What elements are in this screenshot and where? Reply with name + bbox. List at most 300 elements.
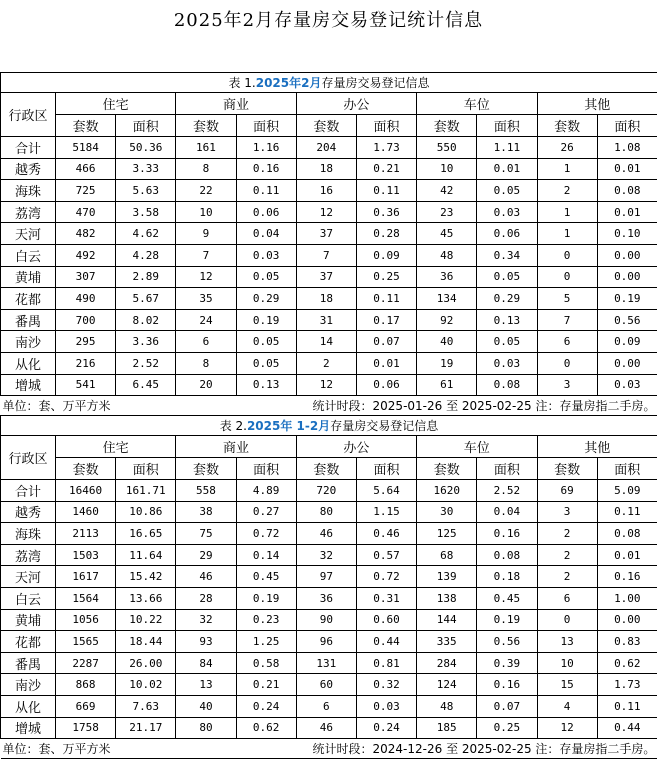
count-cell: 48 [417, 695, 477, 717]
district-name: 从化 [1, 352, 56, 374]
count-cell: 2 [537, 544, 597, 566]
area-cell: 0.00 [597, 609, 657, 631]
district-name: 天河 [1, 223, 56, 245]
district-name: 增城 [1, 374, 56, 396]
count-cell: 6 [537, 331, 597, 353]
header-row-metrics [1, 458, 657, 480]
header-count: 套数 [56, 458, 116, 480]
count-cell: 470 [56, 201, 116, 223]
area-cell: 0.39 [477, 652, 537, 674]
area-cell: 0.03 [597, 374, 657, 396]
area-cell: 0.18 [477, 566, 537, 588]
total-row [1, 137, 657, 159]
area-cell: 16.65 [116, 523, 176, 545]
area-cell: 4.89 [236, 480, 296, 502]
count-cell: 35 [176, 288, 236, 310]
area-cell: 1.08 [597, 137, 657, 159]
area-cell: 8.02 [116, 309, 176, 331]
area-cell: 0.44 [597, 717, 657, 739]
count-cell: 20 [176, 374, 236, 396]
header-group: 其他 [537, 436, 657, 458]
count-cell: 725 [56, 180, 116, 202]
district-name: 荔湾 [1, 201, 56, 223]
count-cell: 720 [296, 480, 356, 502]
count-cell: 1 [537, 201, 597, 223]
count-cell: 90 [296, 609, 356, 631]
district-name: 黄埔 [1, 609, 56, 631]
area-cell: 0.05 [236, 352, 296, 374]
count-cell: 40 [417, 331, 477, 353]
area-cell: 0.23 [236, 609, 296, 631]
caption-prefix: 表 1. [228, 76, 256, 90]
caption-prefix: 表 2. [219, 419, 247, 433]
count-cell: 18 [296, 288, 356, 310]
area-cell: 0.00 [597, 266, 657, 288]
area-cell: 0.09 [356, 244, 416, 266]
table-caption-cell [1, 416, 657, 436]
count-cell: 68 [417, 544, 477, 566]
count-cell: 12 [537, 717, 597, 739]
count-cell: 1460 [56, 501, 116, 523]
header-area: 面积 [236, 458, 296, 480]
count-cell: 10 [176, 201, 236, 223]
count-cell: 15 [537, 674, 597, 696]
count-cell: 30 [417, 501, 477, 523]
count-cell: 0 [537, 352, 597, 374]
header-group: 车位 [417, 93, 537, 115]
area-cell: 0.72 [236, 523, 296, 545]
area-cell: 0.04 [477, 501, 537, 523]
count-cell: 185 [417, 717, 477, 739]
count-cell: 37 [296, 223, 356, 245]
table-row [1, 201, 657, 223]
district-name: 海珠 [1, 523, 56, 545]
area-cell: 0.29 [236, 288, 296, 310]
area-cell: 0.05 [236, 266, 296, 288]
area-cell: 0.11 [597, 695, 657, 717]
period-note: 统计时段：2025-01-26 至 2025-02-25 注：存量房指二手房。 [236, 396, 657, 416]
count-cell: 216 [56, 352, 116, 374]
count-cell: 1 [537, 158, 597, 180]
count-cell: 550 [417, 137, 477, 159]
page-title: 2025年2月存量房交易登记统计信息 [173, 10, 484, 31]
area-cell: 0.03 [477, 201, 537, 223]
table-row [1, 288, 657, 310]
area-cell: 0.19 [236, 309, 296, 331]
area-cell: 0.62 [236, 717, 296, 739]
count-cell: 204 [296, 137, 356, 159]
area-cell: 161.71 [116, 480, 176, 502]
header-district: 行政区 [1, 436, 56, 480]
count-cell: 2113 [56, 523, 116, 545]
caption-highlight: 2025年 1-2月 [246, 419, 331, 433]
area-cell: 0.11 [356, 288, 416, 310]
area-cell: 0.01 [597, 201, 657, 223]
count-cell: 37 [296, 266, 356, 288]
table-row [1, 544, 657, 566]
district-name: 越秀 [1, 501, 56, 523]
count-cell: 26 [537, 137, 597, 159]
count-cell: 7 [537, 309, 597, 331]
header-count: 套数 [296, 115, 356, 137]
count-cell: 16460 [56, 480, 116, 502]
area-cell: 10.22 [116, 609, 176, 631]
count-cell: 3 [537, 501, 597, 523]
count-cell: 2 [537, 523, 597, 545]
area-cell: 0.16 [236, 158, 296, 180]
district-name: 海珠 [1, 180, 56, 202]
area-cell: 1.00 [597, 587, 657, 609]
table-row [1, 566, 657, 588]
area-cell: 2.52 [477, 480, 537, 502]
district-name: 南沙 [1, 674, 56, 696]
area-cell: 3.36 [116, 331, 176, 353]
count-cell: 558 [176, 480, 236, 502]
header-count: 套数 [537, 115, 597, 137]
count-cell: 13 [537, 631, 597, 653]
area-cell: 1.15 [356, 501, 416, 523]
area-cell: 2.89 [116, 266, 176, 288]
district-name: 花都 [1, 631, 56, 653]
count-cell: 28 [176, 587, 236, 609]
header-group: 办公 [296, 436, 416, 458]
count-cell: 669 [56, 695, 116, 717]
area-cell: 5.09 [597, 480, 657, 502]
area-cell: 0.34 [477, 244, 537, 266]
count-cell: 31 [296, 309, 356, 331]
count-cell: 1056 [56, 609, 116, 631]
area-cell: 0.11 [236, 180, 296, 202]
count-cell: 125 [417, 523, 477, 545]
header-group: 住宅 [56, 436, 176, 458]
area-cell: 10.86 [116, 501, 176, 523]
count-cell: 97 [296, 566, 356, 588]
table-row [1, 717, 657, 739]
district-name: 增城 [1, 717, 56, 739]
table-cumulative [0, 415, 657, 759]
count-cell: 131 [296, 652, 356, 674]
header-group: 商业 [176, 93, 296, 115]
area-cell: 0.57 [356, 544, 416, 566]
area-cell: 0.01 [597, 544, 657, 566]
count-cell: 3 [537, 374, 597, 396]
area-cell: 0.21 [236, 674, 296, 696]
count-cell: 60 [296, 674, 356, 696]
header-count: 套数 [176, 115, 236, 137]
header-row-metrics [1, 115, 657, 137]
table-row [1, 331, 657, 353]
area-cell: 0.07 [477, 695, 537, 717]
unit-note: 单位：套、万平方米 [1, 739, 237, 759]
district-name: 合计 [1, 137, 56, 159]
area-cell: 0.16 [477, 523, 537, 545]
table-row [1, 652, 657, 674]
count-cell: 61 [417, 374, 477, 396]
area-cell: 18.44 [116, 631, 176, 653]
count-cell: 700 [56, 309, 116, 331]
area-cell: 0.56 [477, 631, 537, 653]
area-cell: 0.09 [597, 331, 657, 353]
area-cell: 3.58 [116, 201, 176, 223]
header-area: 面积 [356, 115, 416, 137]
area-cell: 0.72 [356, 566, 416, 588]
area-cell: 0.45 [236, 566, 296, 588]
count-cell: 1758 [56, 717, 116, 739]
district-name: 番禺 [1, 652, 56, 674]
count-cell: 1565 [56, 631, 116, 653]
area-cell: 0.45 [477, 587, 537, 609]
header-group: 车位 [417, 436, 537, 458]
district-name: 白云 [1, 587, 56, 609]
area-cell: 0.03 [236, 244, 296, 266]
district-name: 番禺 [1, 309, 56, 331]
district-name: 黄埔 [1, 266, 56, 288]
area-cell: 0.05 [477, 180, 537, 202]
header-area: 面积 [477, 115, 537, 137]
count-cell: 92 [417, 309, 477, 331]
table-row [1, 352, 657, 374]
count-cell: 490 [56, 288, 116, 310]
area-cell: 0.06 [356, 374, 416, 396]
table-row [1, 523, 657, 545]
table-row [1, 223, 657, 245]
district-name: 天河 [1, 566, 56, 588]
area-cell: 0.13 [236, 374, 296, 396]
count-cell: 10 [537, 652, 597, 674]
count-cell: 75 [176, 523, 236, 545]
area-cell: 0.44 [356, 631, 416, 653]
area-cell: 0.60 [356, 609, 416, 631]
count-cell: 36 [417, 266, 477, 288]
count-cell: 482 [56, 223, 116, 245]
area-cell: 0.21 [356, 158, 416, 180]
area-cell: 0.11 [597, 501, 657, 523]
header-group: 商业 [176, 436, 296, 458]
count-cell: 1620 [417, 480, 477, 502]
header-area: 面积 [116, 115, 176, 137]
area-cell: 0.16 [597, 566, 657, 588]
area-cell: 1.25 [236, 631, 296, 653]
district-name: 越秀 [1, 158, 56, 180]
table-caption-cell [1, 73, 657, 93]
area-cell: 26.00 [116, 652, 176, 674]
caption-suffix: 存量房交易登记信息 [321, 76, 430, 90]
area-cell: 0.06 [477, 223, 537, 245]
area-cell: 0.13 [477, 309, 537, 331]
area-cell: 0.32 [356, 674, 416, 696]
count-cell: 38 [176, 501, 236, 523]
area-cell: 0.08 [597, 180, 657, 202]
count-cell: 284 [417, 652, 477, 674]
count-cell: 144 [417, 609, 477, 631]
header-group: 其他 [537, 93, 657, 115]
count-cell: 18 [296, 158, 356, 180]
caption-highlight: 2025年2月 [255, 76, 322, 90]
table-caption [1, 416, 657, 436]
count-cell: 8 [176, 158, 236, 180]
count-cell: 8 [176, 352, 236, 374]
area-cell: 0.19 [597, 288, 657, 310]
area-cell: 0.03 [477, 352, 537, 374]
area-cell: 5.63 [116, 180, 176, 202]
count-cell: 5 [537, 288, 597, 310]
area-cell: 1.16 [236, 137, 296, 159]
table-row [1, 587, 657, 609]
area-cell: 13.66 [116, 587, 176, 609]
area-cell: 0.25 [477, 717, 537, 739]
header-count: 套数 [56, 115, 116, 137]
count-cell: 12 [296, 201, 356, 223]
count-cell: 22 [176, 180, 236, 202]
count-cell: 6 [537, 587, 597, 609]
count-cell: 24 [176, 309, 236, 331]
area-cell: 4.28 [116, 244, 176, 266]
area-cell: 7.63 [116, 695, 176, 717]
count-cell: 2 [537, 566, 597, 588]
count-cell: 36 [296, 587, 356, 609]
header-area: 面积 [477, 458, 537, 480]
area-cell: 0.24 [236, 695, 296, 717]
count-cell: 139 [417, 566, 477, 588]
count-cell: 93 [176, 631, 236, 653]
district-name: 南沙 [1, 331, 56, 353]
unit-note: 单位：套、万平方米 [1, 396, 237, 416]
area-cell: 0.81 [356, 652, 416, 674]
header-district: 行政区 [1, 93, 56, 137]
count-cell: 45 [417, 223, 477, 245]
header-count: 套数 [296, 458, 356, 480]
count-cell: 307 [56, 266, 116, 288]
count-cell: 46 [296, 717, 356, 739]
area-cell: 0.05 [236, 331, 296, 353]
area-cell: 11.64 [116, 544, 176, 566]
table-footer [1, 396, 657, 416]
area-cell: 0.27 [236, 501, 296, 523]
area-cell: 21.17 [116, 717, 176, 739]
count-cell: 1503 [56, 544, 116, 566]
table-row [1, 631, 657, 653]
count-cell: 124 [417, 674, 477, 696]
table-monthly [0, 72, 657, 416]
count-cell: 1617 [56, 566, 116, 588]
area-cell: 1.73 [356, 137, 416, 159]
table-row [1, 266, 657, 288]
area-cell: 0.58 [236, 652, 296, 674]
count-cell: 69 [537, 480, 597, 502]
table-caption [1, 73, 657, 93]
header-area: 面积 [356, 458, 416, 480]
header-group: 办公 [296, 93, 416, 115]
area-cell: 0.07 [356, 331, 416, 353]
area-cell: 0.11 [356, 180, 416, 202]
area-cell: 0.19 [477, 609, 537, 631]
count-cell: 492 [56, 244, 116, 266]
count-cell: 12 [296, 374, 356, 396]
count-cell: 80 [296, 501, 356, 523]
count-cell: 32 [296, 544, 356, 566]
table-row [1, 180, 657, 202]
area-cell: 0.00 [597, 352, 657, 374]
area-cell: 3.33 [116, 158, 176, 180]
area-cell: 0.05 [477, 331, 537, 353]
area-cell: 0.28 [356, 223, 416, 245]
count-cell: 2 [537, 180, 597, 202]
area-cell: 50.36 [116, 137, 176, 159]
count-cell: 42 [417, 180, 477, 202]
area-cell: 0.10 [597, 223, 657, 245]
count-cell: 13 [176, 674, 236, 696]
count-cell: 23 [417, 201, 477, 223]
header-area: 面积 [236, 115, 296, 137]
count-cell: 40 [176, 695, 236, 717]
area-cell: 0.08 [597, 523, 657, 545]
count-cell: 541 [56, 374, 116, 396]
count-cell: 19 [417, 352, 477, 374]
area-cell: 0.06 [236, 201, 296, 223]
count-cell: 138 [417, 587, 477, 609]
area-cell: 0.29 [477, 288, 537, 310]
count-cell: 295 [56, 331, 116, 353]
header-area: 面积 [597, 115, 657, 137]
area-cell: 0.46 [356, 523, 416, 545]
count-cell: 4 [537, 695, 597, 717]
count-cell: 9 [176, 223, 236, 245]
area-cell: 0.16 [477, 674, 537, 696]
count-cell: 1564 [56, 587, 116, 609]
area-cell: 6.45 [116, 374, 176, 396]
header-count: 套数 [176, 458, 236, 480]
district-name: 花都 [1, 288, 56, 310]
period-note: 统计时段：2024-12-26 至 2025-02-25 注：存量房指二手房。 [236, 739, 657, 759]
count-cell: 0 [537, 244, 597, 266]
count-cell: 0 [537, 266, 597, 288]
count-cell: 46 [296, 523, 356, 545]
district-name: 白云 [1, 244, 56, 266]
table-row [1, 609, 657, 631]
area-cell: 5.67 [116, 288, 176, 310]
area-cell: 0.05 [477, 266, 537, 288]
count-cell: 466 [56, 158, 116, 180]
count-cell: 46 [176, 566, 236, 588]
area-cell: 0.19 [236, 587, 296, 609]
area-cell: 0.14 [236, 544, 296, 566]
count-cell: 2 [296, 352, 356, 374]
count-cell: 868 [56, 674, 116, 696]
count-cell: 161 [176, 137, 236, 159]
area-cell: 0.56 [597, 309, 657, 331]
count-cell: 29 [176, 544, 236, 566]
count-cell: 5184 [56, 137, 116, 159]
table-row [1, 374, 657, 396]
area-cell: 0.04 [236, 223, 296, 245]
area-cell: 0.62 [597, 652, 657, 674]
area-cell: 1.11 [477, 137, 537, 159]
area-cell: 0.01 [356, 352, 416, 374]
area-cell: 0.83 [597, 631, 657, 653]
header-area: 面积 [597, 458, 657, 480]
count-cell: 16 [296, 180, 356, 202]
count-cell: 48 [417, 244, 477, 266]
area-cell: 0.25 [356, 266, 416, 288]
count-cell: 2287 [56, 652, 116, 674]
count-cell: 0 [537, 609, 597, 631]
caption-suffix: 存量房交易登记信息 [330, 419, 439, 433]
area-cell: 0.36 [356, 201, 416, 223]
count-cell: 7 [296, 244, 356, 266]
count-cell: 6 [296, 695, 356, 717]
header-count: 套数 [537, 458, 597, 480]
count-cell: 96 [296, 631, 356, 653]
